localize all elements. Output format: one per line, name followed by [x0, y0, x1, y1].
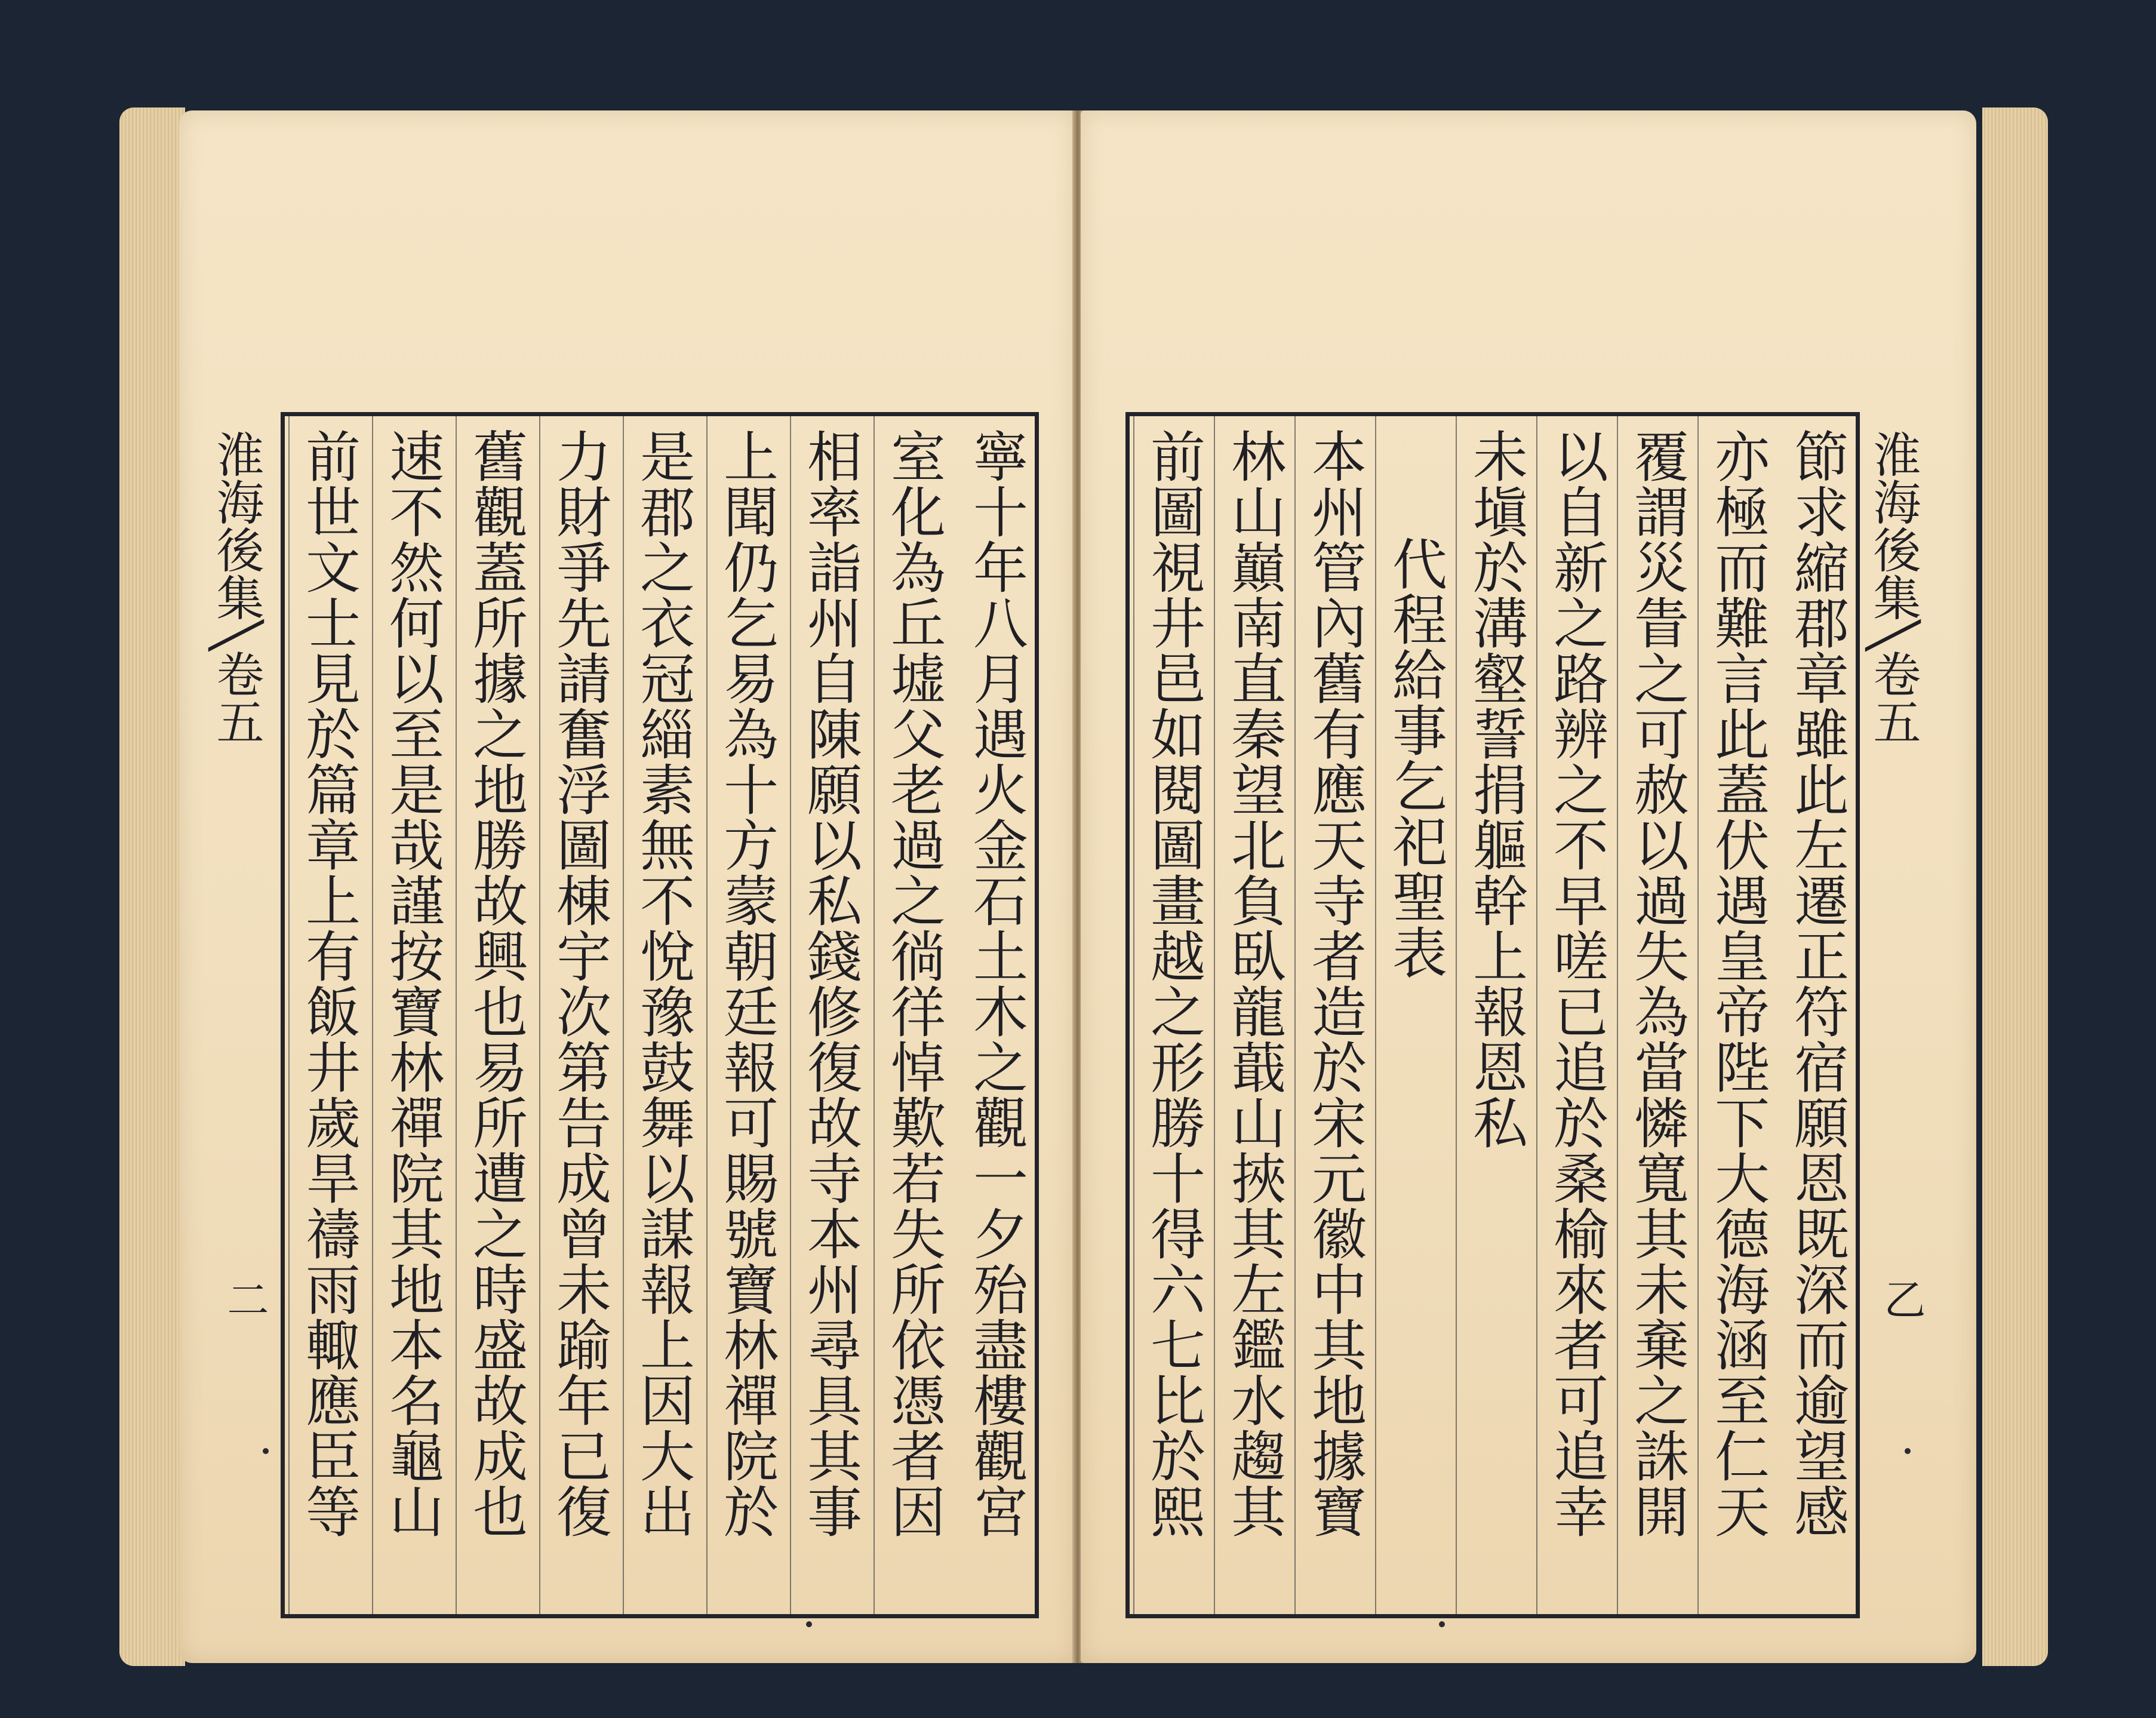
column-text: 亦極而難言此蓋伏遇皇帝陛下大德海涵至仁天: [1706, 428, 1770, 1539]
text-column: [1778, 416, 1856, 1614]
open-book: [119, 90, 2048, 1684]
column-text: 速不然何以至是哉謹按寶林禪院其地本名龜山: [380, 428, 444, 1539]
text-column: [1456, 416, 1533, 1614]
right-bottom-dot: [1439, 1621, 1445, 1627]
text-column: [1214, 416, 1291, 1614]
text-column: [1294, 416, 1372, 1614]
text-column: [1375, 416, 1453, 1614]
text-column: [790, 416, 868, 1614]
column-text: 以自新之路辨之不早嗟已追於桑榆來者可追幸: [1545, 428, 1608, 1539]
text-column: [1536, 416, 1614, 1614]
column-text: 覆謂災眚之可赦以過失為當憐寬其未棄之誅開: [1625, 428, 1689, 1539]
text-column: [1697, 416, 1775, 1614]
column-text: 是郡之衣冠緇素無不悅豫鼓舞以謀報上因大出: [631, 428, 695, 1539]
text-column: [1617, 416, 1694, 1614]
left-banxin: [203, 412, 281, 1618]
banxin-page-number: 二: [220, 1278, 269, 1320]
right-page: [1081, 110, 1976, 1663]
column-text: 相率詣州自陳願以私錢修復故寺本州尋具其事: [798, 428, 862, 1539]
left-bottom-dot: [806, 1621, 812, 1627]
banxin-title: 淮海後集╲卷五: [208, 430, 264, 746]
column-text: 上聞仍乞易為十方蒙朝廷報可賜號寶林禪院於: [715, 428, 779, 1539]
column-text: 舊觀蓋所據之地勝故興也易所遭之時盛故成也: [464, 428, 528, 1539]
column-text: 前世文士見於篇章上有飯井歲旱禱雨輙應臣等: [297, 428, 361, 1539]
text-column: [874, 416, 951, 1614]
text-column: [957, 416, 1035, 1614]
left-text-frame: [281, 412, 1039, 1618]
text-column: [372, 416, 450, 1614]
right-banxin: [1860, 412, 1937, 1618]
text-column: [1133, 416, 1211, 1614]
column-text: 未塡於溝壑誓捐軀幹上報恩私: [1464, 428, 1528, 1150]
right-page-edge: [1982, 107, 2048, 1666]
text-column: [288, 416, 366, 1614]
left-page-edge: [119, 107, 185, 1666]
text-column: [456, 416, 533, 1614]
column-text: 節求縮郡章雖此左遷正符宿願恩既深而逾望感: [1785, 428, 1849, 1539]
column-text: 本州管內舊有應天寺者造於宋元徽中其地據寶: [1303, 428, 1367, 1539]
banxin-page-number: 乙: [1877, 1278, 1926, 1320]
column-text: 前圖視井邑如閱圖畫越之形勝十得六七比於熙: [1142, 428, 1205, 1539]
right-margin-dot: [1905, 1448, 1911, 1454]
banxin-title: 淮海後集╲卷五: [1865, 430, 1921, 746]
column-text: 室化為丘墟父老過之徜徉悼歎若失所依憑者因: [882, 428, 946, 1539]
right-text-frame: [1125, 412, 1860, 1618]
left-page: [179, 110, 1075, 1663]
text-column: [623, 416, 700, 1614]
column-text: 寧十年八月遇火金石土木之觀一夕殆盡樓觀宮: [964, 428, 1028, 1539]
left-margin-dot: [263, 1448, 269, 1454]
column-text: 力財爭先請奮浮圖棟宇次第告成曾未踰年已復: [548, 428, 611, 1539]
text-column: [539, 416, 617, 1614]
text-column: [706, 416, 784, 1614]
column-text: 林山巔南直秦望北負臥龍蕺山挾其左鑑水趨其: [1222, 428, 1286, 1539]
column-text: 代程給事乞祀聖表: [1383, 536, 1447, 980]
